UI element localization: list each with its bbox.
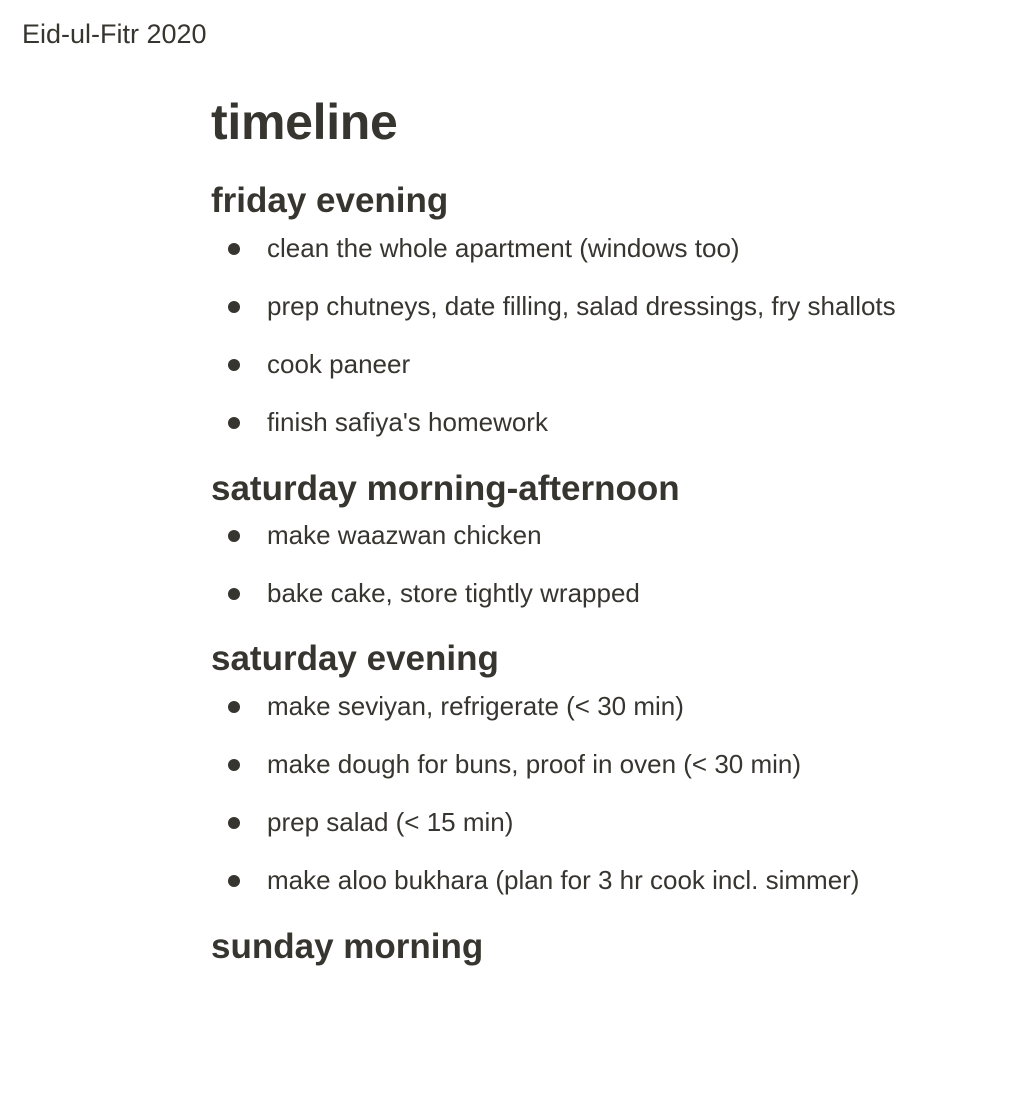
section-saturday-morning-afternoon (211, 467, 991, 634)
list-item[interactable] (211, 805, 991, 863)
list-item-text: bake cake, store tightly wrapped (267, 578, 640, 608)
list-item[interactable] (211, 289, 991, 347)
section-saturday-evening (211, 637, 991, 921)
bullet-icon (228, 301, 240, 313)
page-title: timeline (211, 94, 398, 150)
bullet-icon (228, 701, 240, 713)
bullet-icon (228, 817, 240, 829)
list-item-text: make dough for buns, proof in oven (< 30 min) (267, 749, 802, 779)
list-item[interactable] (211, 231, 991, 289)
section-heading: saturday evening (211, 639, 499, 678)
list-item[interactable] (211, 747, 991, 805)
bullet-icon (228, 359, 240, 371)
bullet-icon (228, 588, 240, 600)
list-item-text: clean the whole apartment (windows too) (267, 233, 740, 263)
bulleted-list (211, 689, 991, 921)
bullet-icon (228, 417, 240, 429)
list-item-text: make aloo bukhara (plan for 3 hr cook incl. simmer) (267, 865, 860, 895)
section-heading: friday evening (211, 181, 449, 220)
list-item[interactable] (211, 518, 991, 576)
bullet-icon (228, 243, 240, 255)
list-item[interactable] (211, 576, 991, 634)
list-item[interactable] (211, 863, 991, 921)
breadcrumb[interactable]: Eid-ul-Fitr 2020 (22, 19, 207, 49)
bulleted-list (211, 518, 991, 634)
bullet-icon (228, 875, 240, 887)
list-item[interactable] (211, 405, 991, 463)
list-item[interactable] (211, 689, 991, 747)
section-heading: saturday morning-afternoon (211, 469, 680, 508)
section-friday-evening (211, 179, 991, 463)
page-content (211, 92, 991, 969)
section-heading: sunday morning (211, 927, 484, 966)
list-item[interactable] (211, 347, 991, 405)
bulleted-list (211, 231, 991, 463)
bullet-icon (228, 530, 240, 542)
list-item-text: prep chutneys, date filling, salad dressings, fry shallots (267, 291, 896, 321)
section-sunday-morning (211, 925, 991, 969)
bullet-icon (228, 759, 240, 771)
list-item-text: make waazwan chicken (267, 520, 542, 550)
list-item-text: cook paneer (267, 349, 411, 379)
list-item-text: prep salad (< 15 min) (267, 807, 514, 837)
list-item-text: make seviyan, refrigerate (< 30 min) (267, 691, 684, 721)
list-item-text: finish safiya's homework (267, 407, 548, 437)
